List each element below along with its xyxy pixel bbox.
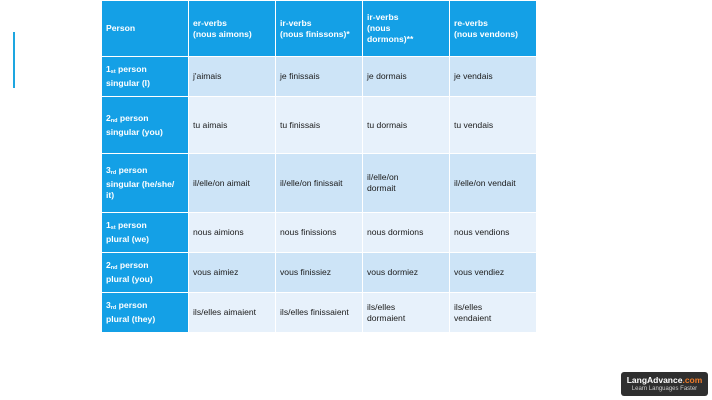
cell-text: vous vendiez bbox=[454, 267, 505, 277]
row-label-text: person bbox=[115, 220, 147, 230]
header-ir-verbs-finir bbox=[276, 1, 363, 57]
ordinal-number: 1 bbox=[106, 220, 111, 230]
cell-text: je finissais bbox=[280, 71, 320, 81]
row-label-text: plural (they) bbox=[106, 314, 156, 324]
table-cell bbox=[450, 213, 537, 253]
badge-brand bbox=[621, 375, 708, 385]
header-text: dormons)** bbox=[367, 34, 414, 44]
header-person bbox=[102, 1, 189, 57]
table-cell bbox=[276, 154, 363, 213]
table-cell bbox=[189, 293, 276, 333]
table-row bbox=[102, 253, 537, 293]
row-label-text: person bbox=[117, 260, 149, 270]
cell-text: dormait bbox=[367, 183, 396, 193]
imperfect-conjugation-table bbox=[102, 1, 537, 333]
row-label bbox=[102, 253, 189, 293]
ordinal-number: 3 bbox=[106, 165, 111, 175]
ordinal-number: 1 bbox=[106, 64, 111, 74]
row-label-text: singular (you) bbox=[106, 126, 163, 137]
table-cell bbox=[450, 97, 537, 154]
header-er-verbs bbox=[189, 1, 276, 57]
cell-text: vendaient bbox=[454, 312, 492, 323]
cell-text: nous dormions bbox=[367, 227, 424, 237]
table-row bbox=[102, 213, 537, 253]
header-text: re-verbs bbox=[454, 17, 488, 28]
cell-text: il/elle/on vendait bbox=[454, 177, 516, 188]
header-text: (nous aimons) bbox=[193, 28, 252, 39]
header-ir-verbs-dormir bbox=[363, 1, 450, 57]
cell-text: nous finissions bbox=[280, 227, 337, 237]
slide-accent-bar bbox=[13, 32, 15, 88]
header-text: (nous vendons) bbox=[454, 28, 518, 39]
table-cell bbox=[276, 213, 363, 253]
cell-text: j'aimais bbox=[193, 71, 222, 81]
cell-text: je vendais bbox=[454, 71, 493, 81]
ordinal-suffix: rd bbox=[110, 170, 117, 176]
cell-text: vous aimiez bbox=[193, 267, 239, 277]
row-label bbox=[102, 57, 189, 97]
badge-tagline: Learn Languages Faster bbox=[631, 386, 698, 392]
cell-text: ils/elles bbox=[454, 301, 483, 312]
cell-text: il/elle/on finissait bbox=[280, 177, 343, 188]
table-cell bbox=[363, 293, 450, 333]
table-row bbox=[102, 57, 537, 97]
table-cell bbox=[450, 154, 537, 213]
table-cell bbox=[363, 213, 450, 253]
header-text: Person bbox=[106, 23, 136, 33]
cell-text: il/elle/on aimait bbox=[193, 177, 250, 188]
cell-text: ils/elles aimaient bbox=[193, 307, 257, 317]
header-text: er-verbs bbox=[193, 17, 227, 28]
row-label-text: person bbox=[117, 112, 149, 123]
ordinal-number: 2 bbox=[106, 112, 111, 123]
table-cell bbox=[276, 97, 363, 154]
ordinal-suffix: nd bbox=[110, 265, 118, 271]
header-text: (nous finissons)* bbox=[280, 28, 350, 39]
table-header-row bbox=[102, 1, 537, 57]
badge-brand-tld: .com bbox=[682, 375, 703, 385]
row-label bbox=[102, 154, 189, 213]
row-label-text: singular (I) bbox=[106, 78, 150, 88]
table-cell bbox=[363, 97, 450, 154]
cell-text: ils/elles finissaient bbox=[280, 307, 349, 317]
ordinal-suffix: st bbox=[110, 69, 116, 75]
table-cell bbox=[450, 293, 537, 333]
row-label-text: it) bbox=[106, 190, 115, 200]
cell-text: tu aimais bbox=[193, 119, 228, 130]
row-label bbox=[102, 213, 189, 253]
header-re-verbs bbox=[450, 1, 537, 57]
table-cell bbox=[450, 253, 537, 293]
table-cell bbox=[363, 154, 450, 213]
row-label bbox=[102, 293, 189, 333]
cell-text: vous finissiez bbox=[280, 267, 332, 277]
badge-brand-name: LangAdvance bbox=[626, 375, 683, 385]
table-cell bbox=[189, 97, 276, 154]
cell-text: je dormais bbox=[367, 71, 407, 81]
row-label-text: plural (you) bbox=[106, 274, 153, 284]
ordinal-suffix: rd bbox=[110, 305, 117, 311]
header-text: ir-verbs bbox=[367, 12, 399, 22]
header-text: ir-verbs bbox=[280, 17, 312, 28]
ordinal-suffix: st bbox=[110, 225, 116, 231]
langadvance-watermark-badge[interactable] bbox=[621, 372, 708, 396]
table-row bbox=[102, 154, 537, 213]
cell-text: ils/elles bbox=[367, 301, 396, 312]
header-text: (nous bbox=[367, 23, 391, 33]
row-label-text: person bbox=[116, 165, 148, 175]
cell-text: il/elle/on bbox=[367, 172, 399, 182]
table-cell bbox=[189, 154, 276, 213]
row-label-text: person bbox=[116, 300, 148, 310]
table-cell bbox=[450, 57, 537, 97]
row-label bbox=[102, 97, 189, 154]
row-label-text: plural (we) bbox=[106, 234, 149, 244]
ordinal-number: 3 bbox=[106, 300, 111, 310]
cell-text: vous dormiez bbox=[367, 267, 419, 277]
row-label-text: person bbox=[115, 64, 147, 74]
table-cell bbox=[363, 57, 450, 97]
table-cell bbox=[276, 253, 363, 293]
table-cell bbox=[189, 57, 276, 97]
cell-text: tu finissais bbox=[280, 119, 321, 130]
table-cell bbox=[276, 57, 363, 97]
table-cell bbox=[363, 253, 450, 293]
cell-text: nous aimions bbox=[193, 227, 244, 237]
row-label-text: singular (he/she/ bbox=[106, 179, 175, 189]
cell-text: dormaient bbox=[367, 312, 406, 323]
table-cell bbox=[189, 253, 276, 293]
cell-text: tu vendais bbox=[454, 119, 494, 130]
ordinal-suffix: nd bbox=[110, 117, 118, 124]
cell-text: nous vendions bbox=[454, 227, 510, 237]
table-row bbox=[102, 293, 537, 333]
table-cell bbox=[189, 213, 276, 253]
cell-text: tu dormais bbox=[367, 119, 408, 130]
ordinal-number: 2 bbox=[106, 260, 111, 270]
table-cell bbox=[276, 293, 363, 333]
table-row bbox=[102, 97, 537, 154]
